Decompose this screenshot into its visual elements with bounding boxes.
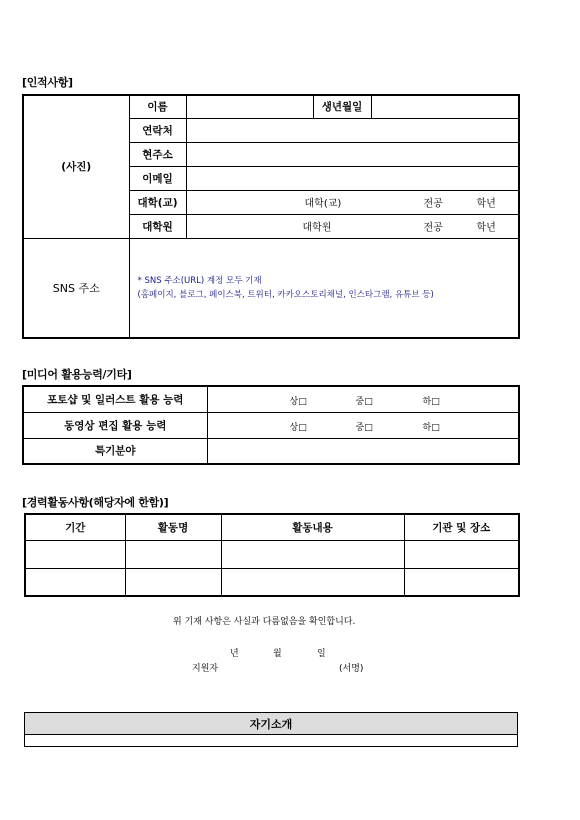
video-editing-label: 동영상 편집 활용 능력 (23, 412, 207, 438)
self-intro-input[interactable] (25, 735, 518, 747)
rating-high-checkbox[interactable]: 상□ (289, 397, 307, 407)
sns-note-line2: (홈페이지, 블로그, 페이스북, 트위터, 카카오스토리채널, 인스타그램, 유튜브 등) (137, 289, 434, 300)
video-editing-rating[interactable] (207, 412, 519, 438)
rating-high-checkbox[interactable]: 상□ (289, 422, 307, 433)
email-label: 이메일 (129, 166, 186, 190)
address-input[interactable] (186, 142, 519, 166)
self-intro-title: 자기소개 (25, 713, 518, 735)
university-input[interactable] (186, 190, 519, 214)
address-label: 현주소 (129, 142, 186, 166)
career-cell[interactable] (404, 568, 519, 596)
career-table (24, 513, 520, 597)
birth-label: 생년월일 (313, 95, 371, 118)
career-cell[interactable] (404, 540, 519, 568)
email-input[interactable] (186, 166, 519, 190)
photoshop-illustrator-label: 포토샵 및 일러스트 활용 능력 (23, 386, 207, 412)
applicant-label: 지원자 (192, 664, 219, 674)
media-section-title: [미디어 활용능력/기타] (22, 368, 132, 381)
career-header-content: 활동내용 (221, 514, 404, 540)
rating-mid-checkbox[interactable]: 중□ (355, 422, 373, 433)
career-header-period: 기간 (25, 514, 125, 540)
university-label: 대학(교) (129, 190, 186, 214)
specialty-label: 특기분야 (23, 438, 207, 464)
grad-school-major: 전공 (423, 222, 443, 234)
photoshop-illustrator-rating[interactable] (207, 386, 519, 412)
photo-placeholder[interactable]: (사진) (23, 95, 129, 238)
career-header-activity: 활동명 (125, 514, 221, 540)
career-cell[interactable] (221, 568, 404, 596)
date-day: 일 (317, 649, 326, 659)
career-cell[interactable] (125, 568, 221, 596)
career-cell[interactable] (125, 540, 221, 568)
grad-school-grade: 학년 (476, 222, 496, 234)
grad-school-suffix: 대학원 (302, 222, 332, 234)
grad-school-label: 대학원 (129, 214, 186, 238)
contact-label: 연락처 (129, 118, 186, 142)
rating-mid-checkbox[interactable]: 중□ (355, 397, 373, 407)
sns-label: SNS 주소 (23, 238, 129, 338)
media-skills-table (22, 385, 520, 465)
personal-info-table (22, 94, 520, 339)
sns-input[interactable] (129, 238, 519, 338)
birth-input[interactable] (371, 95, 519, 118)
career-cell[interactable] (25, 540, 125, 568)
career-cell[interactable] (221, 540, 404, 568)
contact-input[interactable] (186, 118, 519, 142)
confirmation-text: 위 기재 사항은 사실과 다름없음을 확인합니다. (173, 617, 356, 627)
rating-low-checkbox[interactable]: 하□ (422, 422, 440, 433)
university-suffix: 대학(교) (304, 198, 342, 210)
career-cell[interactable] (25, 568, 125, 596)
name-input[interactable] (186, 95, 313, 118)
sns-note-line1: * SNS 주소(URL) 계정 모두 기재 (137, 275, 262, 286)
career-header-org: 기관 및 장소 (404, 514, 519, 540)
personal-section-title: [인적사항] (22, 76, 73, 89)
name-label: 이름 (129, 95, 186, 118)
self-intro-table (24, 712, 518, 747)
university-grade: 학년 (476, 198, 496, 210)
grad-school-input[interactable] (186, 214, 519, 238)
career-section-title: [경력활동사항(해당자에 한함)] (22, 496, 169, 509)
rating-low-checkbox[interactable]: 하□ (422, 397, 440, 407)
university-major: 전공 (423, 198, 443, 210)
date-year: 년 (230, 649, 239, 659)
date-month: 월 (273, 649, 282, 659)
specialty-input[interactable] (207, 438, 519, 464)
signature-label: (서명) (339, 664, 364, 674)
